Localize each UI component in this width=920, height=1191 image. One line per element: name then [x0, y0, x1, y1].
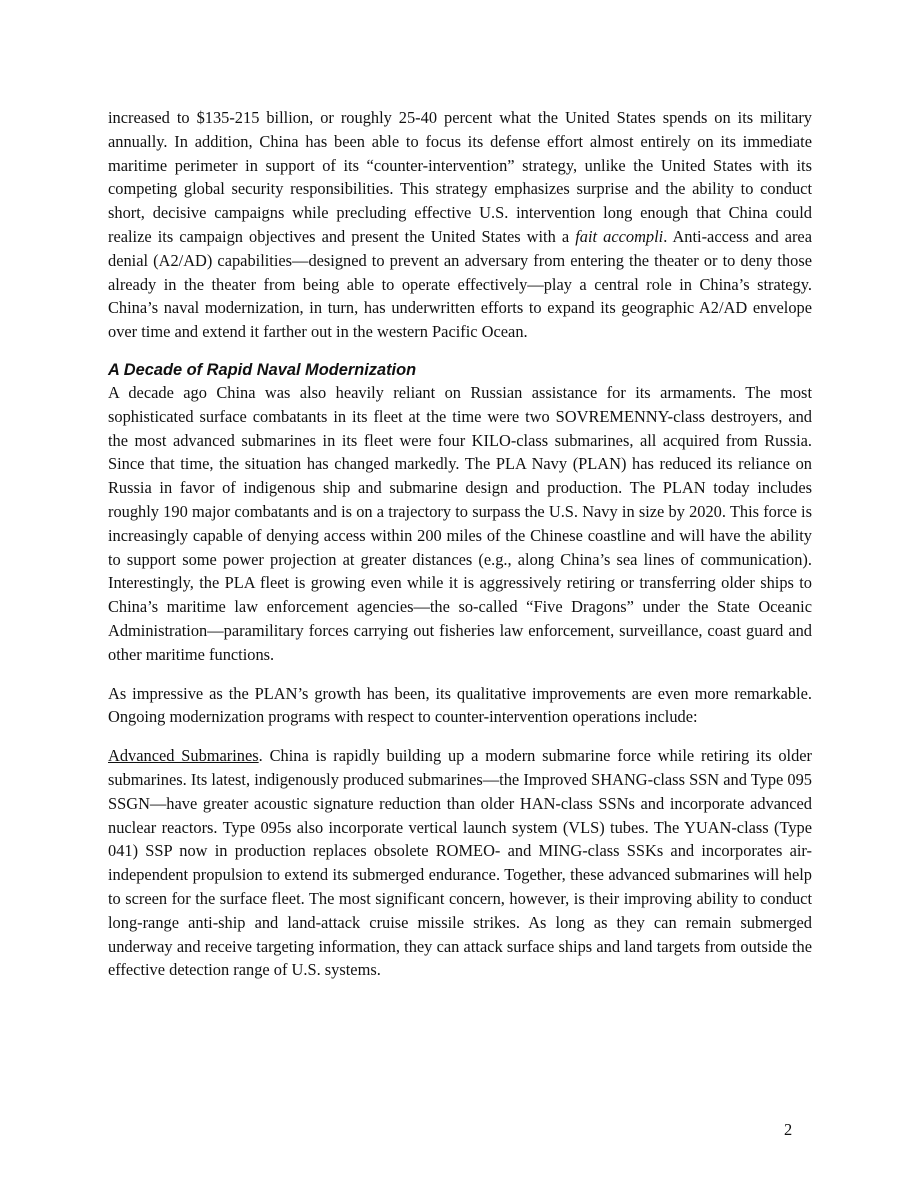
underlined-term: Advanced Submarines: [108, 746, 259, 766]
section-heading: A Decade of Rapid Naval Modernization: [108, 360, 417, 379]
paragraph-advanced-submarines: [108, 744, 812, 982]
italic-term: fait accompli: [575, 226, 664, 246]
paragraph-text: . Anti-access and area denial (A2/AD) capabilities—designed to prevent an adversary from entering the theater or to deny those already in the theater from being able to operate effectively—play a central role in China’s strategy. China’s naval modernization, in turn, has underwritten efforts to expand its geographic A2/AD envelope over time and extend it farther out in the western Pacific Ocean.: [108, 226, 812, 342]
paragraph-text: . China is rapidly building up a modern submarine force while retiring its older submarines. Its latest, indigenously produced submarines—the Improved SHANG-class SSN and Type 095 SSGN—have greater acoustic signature reduction than older HAN-class SSNs and incorporate advanced nuclear reactors. Type 095s also incorporate vertical launch system (VLS) tubes. The YUAN-class (Type 041) SSP now in production replaces obsolete ROMEO- and MING-class SSKs and incorporates air-independent propulsion to extend its submerged endurance. Together, these advanced submarines will help to screen for the surface fleet. The most significant concern, however, is their improving ability to conduct long-range anti-ship and land-attack cruise missile strikes. As long as they can remain submerged underway and receive targeting information, they can attack surface ships and land targets from outside the effective detection range of U.S. systems.: [108, 746, 812, 980]
paragraph-budget-strategy: [108, 106, 812, 344]
document-page: [108, 106, 812, 997]
page-number: 2: [784, 1120, 793, 1139]
paragraph-text: increased to $135-215 billion, or roughly 25-40 percent what the United States spends on its military annually. In addition, China has been able to focus its defense effort almost entirely on its immediate maritime perimeter in support of its “counter-intervention” strategy, unlike the United States with its competing global security responsibilities. This strategy emphasizes surprise and the ability to conduct short, decisive campaigns while precluding effective U.S. intervention long enough that China could realize its campaign objectives and present the United States with a: [108, 108, 812, 246]
paragraph-qualitative-improvements: As impressive as the PLAN’s growth has been, its qualitative improvements are even more remarkable. Ongoing modernization programs with respect to counter-intervention operations include:: [108, 683, 812, 727]
paragraph-decade-modernization: A decade ago China was also heavily reliant on Russian assistance for its armaments. The most sophisticated surface combatants in its fleet at the time were two SOVREMENNY-class destroyers, and the most advanced submarines in its fleet were four KILO-class submarines, all acquired from Russia. Since that time, the situation has changed markedly. The PLA Navy (PLAN) has reduced its reliance on Russia in favor of indigenous ship and submarine design and production. The PLAN today includes roughly 190 major combatants and is on a trajectory to surpass the U.S. Navy in size by 2020. This force is increasingly capable of denying access within 200 miles of the Chinese coastline and will have the ability to support some power projection at greater distances (e.g., along China’s sea lines of communication). Interestingly, the PLA fleet is growing even while it is aggressively retiring or transferring older ships to China’s maritime law enforcement agencies—the so-called “Five Dragons” under the State Oceanic Administration—paramilitary forces carrying out fisheries law enforcement, surveillance, coast guard and other maritime functions.: [108, 382, 812, 664]
